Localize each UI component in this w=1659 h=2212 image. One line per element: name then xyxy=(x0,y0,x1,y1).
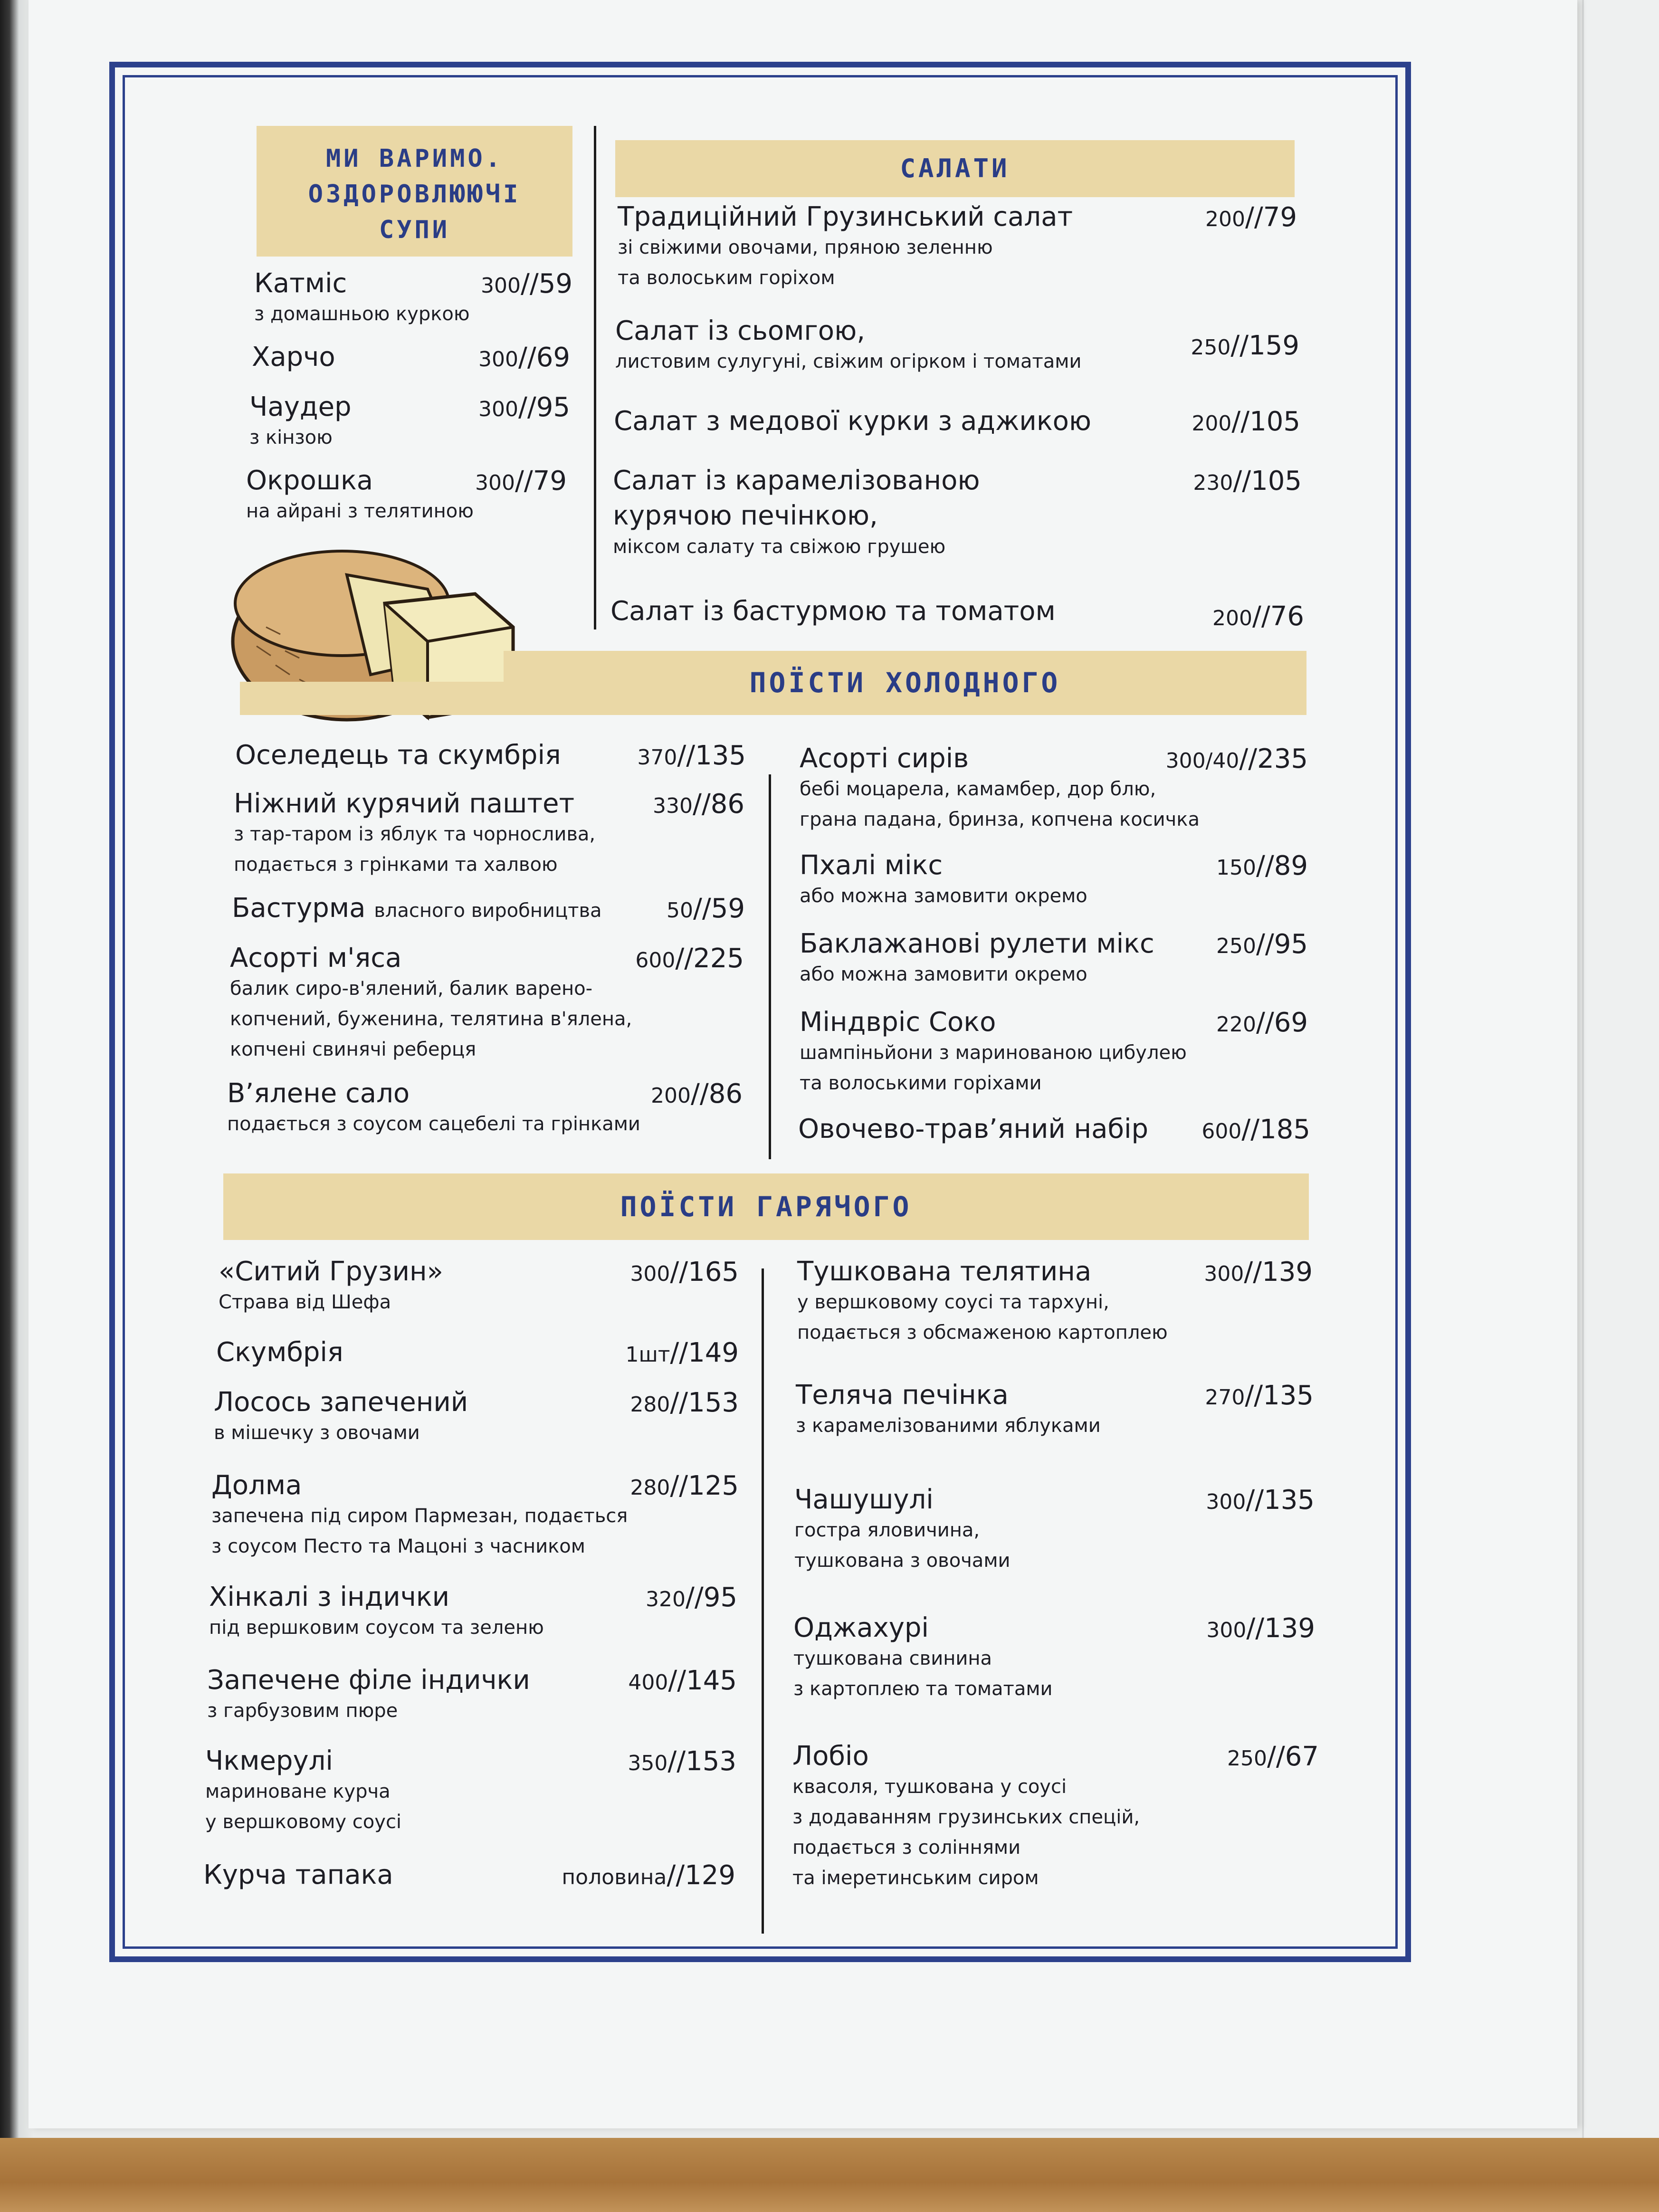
cold-name: В’ялене сало xyxy=(227,1078,410,1109)
cold-price: 600//225 xyxy=(635,943,744,974)
cold-item xyxy=(235,740,746,771)
soup-name: Окрошка xyxy=(246,465,373,496)
cold-name: Асорті м'яса xyxy=(230,943,402,973)
hot-desc: у вершковому соусі xyxy=(205,1811,402,1833)
hot-desc: з карамелізованими яблуками xyxy=(796,1415,1101,1437)
cold-desc: бебі моцарела, камамбер, дор блю, xyxy=(800,778,1156,801)
hot-desc: з картоплею та томатами xyxy=(793,1678,1053,1700)
cold-price: 370//135 xyxy=(637,740,746,771)
salad-item xyxy=(618,202,1297,293)
soup-item xyxy=(254,268,572,329)
hot-price: 280//125 xyxy=(630,1470,739,1501)
hot-desc: під вершковим соусом та зеленю xyxy=(209,1617,544,1639)
soup-price: 300//95 xyxy=(478,392,570,423)
soup-desc: з кінзою xyxy=(249,427,333,449)
cold-desc: копчений, буженина, телятина в'ялена, xyxy=(230,1008,632,1030)
hot-item xyxy=(211,1470,739,1562)
hot-item xyxy=(219,1257,739,1317)
hot-desc: тушкована свинина xyxy=(793,1648,992,1670)
cold-price: 150//89 xyxy=(1216,850,1308,881)
hot-price: половина//129 xyxy=(562,1860,735,1891)
cold-heading-left-strip xyxy=(240,682,506,715)
soups-heading xyxy=(257,126,572,257)
hot-desc: у вершковому соусі та тархуні, xyxy=(797,1291,1109,1314)
hot-price: 280//153 xyxy=(630,1387,739,1418)
hot-desc: гостра яловичина, xyxy=(794,1519,980,1542)
salad-desc: зі свіжими овочами, пряною зеленню xyxy=(618,237,993,259)
soups-heading-line-3: СУПИ xyxy=(379,216,450,244)
cold-price: 330//86 xyxy=(653,789,744,820)
salad-price: 200//105 xyxy=(1192,406,1300,437)
cold-item xyxy=(800,744,1308,835)
divider-hot xyxy=(762,1268,764,1934)
salad-desc: міксом салату та свіжою грушею xyxy=(613,535,946,558)
hot-desc: подається з соліннями xyxy=(792,1837,1021,1859)
hot-item xyxy=(797,1257,1313,1348)
cold-name: Асорті сирів xyxy=(800,743,969,774)
salad-item xyxy=(613,466,1302,562)
cold-desc: шампіньйони з маринованою цибулею xyxy=(800,1042,1187,1064)
cold-name: Баклажанові рулети мікс xyxy=(800,928,1154,959)
hot-name: Запечене філе індички xyxy=(207,1665,530,1696)
hot-desc: з додаванням грузинських спецій, xyxy=(792,1806,1140,1829)
hot-heading-text: ПОЇСТИ ГАРЯЧОГО xyxy=(620,1191,912,1223)
cold-item xyxy=(800,1007,1308,1098)
hot-item xyxy=(793,1613,1315,1704)
hot-item xyxy=(796,1380,1314,1441)
salad-price: 250//159 xyxy=(1191,330,1299,361)
cold-item xyxy=(230,943,744,1065)
divider-soups-salads xyxy=(594,126,596,629)
hot-price: 320//95 xyxy=(646,1582,737,1613)
salad-desc: та волоським горіхом xyxy=(618,267,835,289)
hot-item xyxy=(214,1387,739,1448)
salad-name: Салат із карамелізованою xyxy=(613,465,980,496)
hot-desc: та імеретинським сиром xyxy=(792,1867,1039,1889)
hot-item xyxy=(207,1665,737,1726)
cold-item xyxy=(234,789,744,880)
soups-heading-line-1: МИ ВАРИМО. xyxy=(325,144,504,173)
cold-desc: грана падана, бринза, копчена косичка xyxy=(800,809,1200,831)
wooden-table xyxy=(0,2138,1659,2212)
cold-desc: балик сиро-в'ялений, балик варено- xyxy=(230,978,593,1000)
salad-name-line-2: курячою печінкою, xyxy=(613,500,878,532)
cold-heading-text: ПОЇСТИ ХОЛОДНОГО xyxy=(749,667,1061,699)
hot-item xyxy=(203,1860,735,1890)
salad-item xyxy=(614,406,1300,437)
soups-heading-line-2: ОЗДОРОВЛЮЮЧІ xyxy=(308,180,521,209)
cold-name-sub: власного виробництва xyxy=(374,900,602,922)
hot-desc: тушкована з овочами xyxy=(794,1550,1011,1572)
cold-desc: та волоськими горіхами xyxy=(800,1072,1042,1095)
soup-item xyxy=(252,342,570,372)
salad-price: 230//105 xyxy=(1193,466,1302,496)
hot-desc: подається з обсмаженою картоплею xyxy=(797,1322,1168,1344)
salad-name: Традиційний Грузинський салат xyxy=(618,201,1073,232)
hot-desc: мариноване курча xyxy=(205,1781,391,1803)
cold-item xyxy=(800,850,1308,911)
cold-item xyxy=(232,893,745,924)
hot-desc: в мішечку з овочами xyxy=(214,1422,420,1444)
cold-desc: з тар-таром із яблук та чорнослива, xyxy=(234,823,596,846)
hot-name: Оджахурі xyxy=(793,1612,929,1643)
hot-price: 300//139 xyxy=(1206,1613,1315,1644)
cold-price: 250//95 xyxy=(1216,929,1308,960)
salads-heading-text: САЛАТИ xyxy=(900,153,1010,183)
salad-name: Салат із сьомгою, xyxy=(615,315,866,346)
hot-item xyxy=(209,1582,737,1643)
hot-name: Скумбрія xyxy=(216,1337,343,1368)
hot-name: Тушкована телятина xyxy=(797,1256,1092,1287)
cold-heading xyxy=(504,651,1306,715)
soup-item xyxy=(249,392,570,453)
cold-name: Оселедець та скумбрія xyxy=(235,740,561,771)
soup-price: 300//59 xyxy=(481,268,572,299)
hot-price: 250//67 xyxy=(1227,1741,1319,1772)
salad-price: 200//76 xyxy=(1212,601,1304,632)
soup-price: 300//69 xyxy=(478,342,570,373)
cold-desc: або можна замовити окремо xyxy=(800,963,1087,986)
hot-item xyxy=(216,1337,739,1368)
soup-name: Катміс xyxy=(254,268,347,299)
salads-heading xyxy=(615,140,1295,197)
cold-price: 200//86 xyxy=(651,1078,743,1109)
salad-item xyxy=(610,596,1304,632)
hot-name: Хінкалі з індички xyxy=(209,1582,449,1612)
hot-price: 400//145 xyxy=(628,1665,737,1696)
salad-price: 200//79 xyxy=(1205,202,1297,233)
hot-price: 300//135 xyxy=(1206,1485,1315,1516)
salad-item xyxy=(615,316,1299,377)
cold-name: Міндвріс Соко xyxy=(800,1007,996,1038)
soup-item xyxy=(246,466,567,526)
hot-name: Чкмерулі xyxy=(205,1745,333,1776)
soup-name: Чаудер xyxy=(249,391,352,422)
hot-heading xyxy=(223,1173,1309,1240)
salad-name: Салат із бастурмою та томатом xyxy=(610,596,1056,627)
soup-desc: з домашньою куркою xyxy=(254,303,470,325)
hot-item xyxy=(792,1741,1319,1893)
salad-name: Салат з медової курки з аджикою xyxy=(614,406,1092,437)
hot-price: 300//139 xyxy=(1204,1257,1313,1287)
cold-desc: подається з грінками та халвою xyxy=(234,854,558,876)
hot-desc: квасоля, тушкована у соусі xyxy=(792,1776,1067,1798)
hot-desc: запечена під сиром Пармезан, подається xyxy=(211,1505,628,1527)
divider-cold xyxy=(769,774,771,1159)
hot-name: Теляча печінка xyxy=(796,1380,1009,1411)
cold-desc: копчені свинячі реберця xyxy=(230,1039,477,1061)
hot-item xyxy=(794,1485,1315,1576)
hot-name: «Ситий Грузин» xyxy=(219,1256,443,1287)
hot-name: Долма xyxy=(211,1470,302,1501)
hot-name: Чашушулі xyxy=(794,1484,934,1515)
cold-name: Овочево-трав’яний набір xyxy=(798,1114,1149,1144)
hot-desc: з соусом Песто та Мацоні з часником xyxy=(211,1535,585,1558)
cold-item xyxy=(800,929,1308,990)
hot-price: 350//153 xyxy=(628,1746,736,1777)
soup-name: Харчо xyxy=(252,342,335,372)
hot-name: Курча тапака xyxy=(203,1859,393,1890)
cold-price: 300/40//235 xyxy=(1165,744,1308,774)
cold-desc: або можна замовити окремо xyxy=(800,885,1087,907)
soup-price: 300//79 xyxy=(475,466,567,496)
cold-item xyxy=(798,1114,1310,1144)
soup-desc: на айрані з телятиною xyxy=(246,500,474,523)
hot-name: Лосось запечений xyxy=(214,1387,468,1418)
cold-name: Бастурма власного виробництва xyxy=(232,893,602,924)
cold-price: 220//69 xyxy=(1216,1007,1308,1038)
next-page-edge xyxy=(1582,0,1659,2138)
cold-price: 50//59 xyxy=(667,893,745,924)
cold-price: 600//185 xyxy=(1201,1114,1310,1145)
hot-desc: Страва від Шефа xyxy=(219,1291,391,1314)
hot-price: 270//135 xyxy=(1205,1380,1314,1411)
cold-name: Пхалі мікс xyxy=(800,850,943,881)
hot-item xyxy=(205,1746,736,1837)
cold-name: Ніжний курячий паштет xyxy=(234,788,575,819)
salad-desc: листовим сулугуні, свіжим огірком і томатами xyxy=(615,351,1082,373)
hot-price: 300//165 xyxy=(630,1257,739,1287)
cold-desc: подається з соусом сацебелі та грінками xyxy=(227,1113,640,1135)
hot-price: 1шт//149 xyxy=(625,1337,739,1368)
hot-desc: з гарбузовим пюре xyxy=(207,1700,398,1722)
hot-name: Лобіо xyxy=(792,1741,869,1772)
cold-item xyxy=(227,1078,743,1139)
